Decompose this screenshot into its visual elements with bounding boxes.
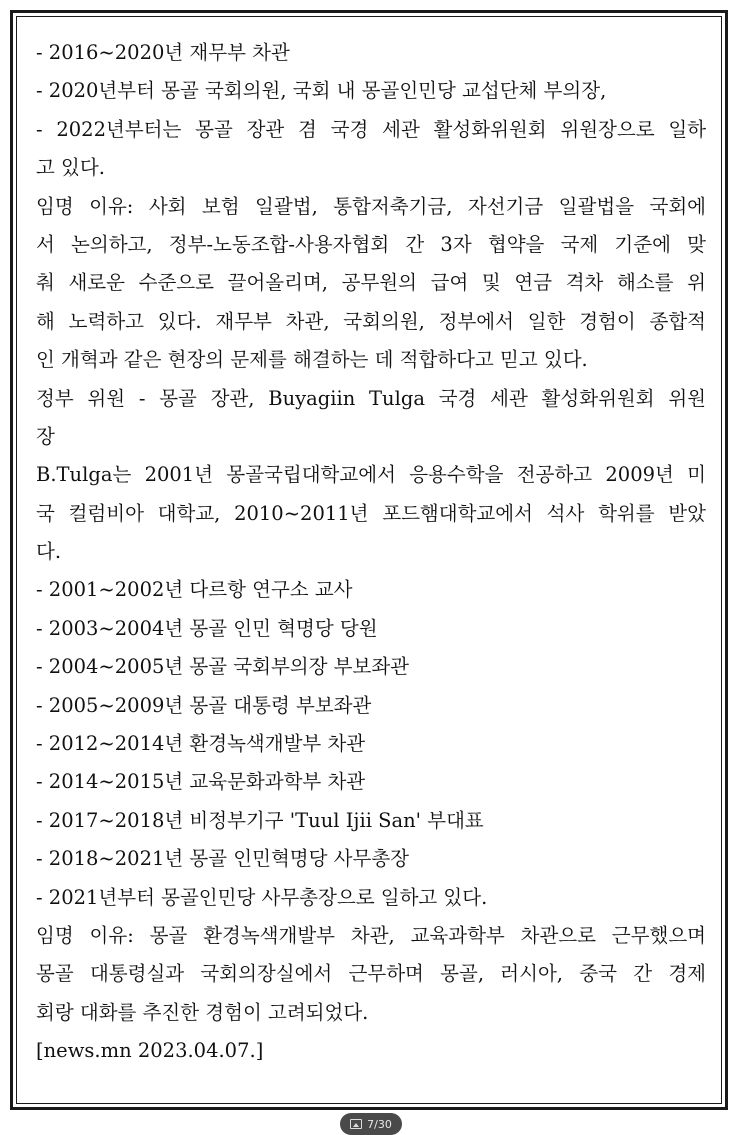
text-line: 인 개혁과 같은 현장의 문제를 해결하는 데 적합하다고 믿고 있다.	[36, 348, 588, 372]
text-line: [news.mn 2023.04.07.]	[36, 1039, 264, 1063]
text-line: 춰 새로운 수준으로 끌어올리며, 공무원의 급여 및 연금 격차 해소를 위	[36, 271, 706, 295]
text-line: - 2003~2004년 몽골 인민 혁명당 당원	[36, 616, 378, 640]
text-line: 해 노력하고 있다. 재무부 차관, 국회의원, 정부에서 일한 경험이 종합적	[36, 309, 706, 333]
text-line: - 2001~2002년 다르항 연구소 교사	[36, 578, 353, 602]
text-line: 임명 이유: 사회 보험 일괄법, 통합저축기금, 자선기금 일괄법을 국회에	[36, 194, 706, 218]
text-line: - 2016~2020년 재무부 차관	[36, 41, 290, 64]
text-line: B.Tulga는 2001년 몽골국립대학교에서 응용수학을 전공하고 2009년 미	[36, 463, 706, 487]
text-line: 서 논의하고, 정부-노동조합-사용자협회 간 3자 협약을 국제 기준에 맞	[36, 232, 706, 256]
page-indicator[interactable]	[340, 1113, 402, 1135]
text-line: 다.	[36, 540, 62, 564]
text-line: - 2021년부터 몽골인민당 사무총장으로 일하고 있다.	[36, 885, 488, 909]
page-number-label: 7/30	[367, 1117, 392, 1131]
text-line: - 2017~2018년 비정부기구 'Tuul Ijii San' 부대표	[36, 808, 484, 832]
text-line: 고 있다.	[36, 156, 105, 180]
text-line: 몽골 대통령실과 국회의장실에서 근무하며 몽골, 러시아, 중국 간 경제	[36, 962, 706, 986]
document-body	[36, 34, 706, 1071]
text-line: 정부 위원 - 몽골 장관, Buyagiin Tulga 국경 세관 활성화위원회 위원	[36, 386, 706, 410]
text-line: - 2018~2021년 몽골 인민혁명당 사무총장	[36, 847, 410, 871]
text-line: - 2004~2005년 몽골 국회부의장 부보좌관	[36, 655, 410, 679]
text-line: 회랑 대화를 추진한 경험이 고려되었다.	[36, 1000, 369, 1024]
text-line: - 2020년부터 몽골 국회의원, 국회 내 몽골인민당 교섭단체 부의장,	[36, 79, 607, 103]
text-line: - 2012~2014년 환경녹색개발부 차관	[36, 732, 366, 756]
text-line: 국 컬럼비아 대학교, 2010~2011년 포드햄대학교에서 석사 학위를 받았	[36, 501, 706, 525]
image-icon	[350, 1119, 362, 1129]
text-line: 장	[36, 424, 55, 448]
text-line: - 2022년부터는 몽골 장관 겸 국경 세관 활성화위원회 위원장으로 일하	[36, 117, 706, 141]
text-line: - 2014~2015년 교육문화과학부 차관	[36, 770, 366, 794]
text-line: - 2005~2009년 몽골 대통령 부보좌관	[36, 693, 372, 717]
text-line: 임명 이유: 몽골 환경녹색개발부 차관, 교육과학부 차관으로 근무했으며	[36, 923, 706, 947]
